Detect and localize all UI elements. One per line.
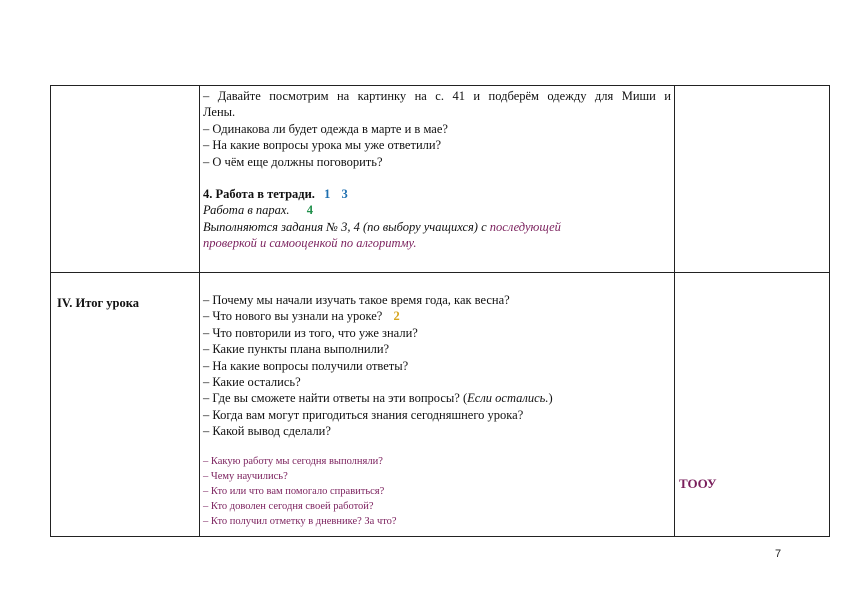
reflection-line: – Кто получил отметку в дневнике? За что? [203,516,397,528]
assignment-text: Выполняются задания № 3, 4 (по выбору учащихся) с [203,219,487,234]
slide-number: 4 [306,203,313,218]
slide-number: 3 [341,187,348,202]
page-number: 7 [775,548,782,560]
slide-number: 1 [324,187,331,202]
question-text: ) [548,391,553,406]
column-divider [199,86,200,536]
assignment-highlight: последующей [489,219,561,234]
reflection-line: – Кто или что вам помогало справиться? [203,486,385,498]
row-divider [51,272,829,273]
question-line [203,308,671,324]
task-title: 4. Работа в тетради. [203,187,315,202]
assignment-line [203,219,671,235]
reflection-line: – Чему научились? [203,470,288,482]
text-line: – О чём еще должны поговорить? [203,154,383,169]
question-line [203,390,671,406]
question-line: – Какие остались? [203,375,301,390]
question-line: – Что повторили из того, что уже знали? [203,325,418,340]
row1-content [203,88,671,252]
pairs-label: Работа в парах. [203,203,290,218]
stage-title: IV. Итог урока [57,296,139,310]
text-line: Лены. [203,105,236,120]
slide-number: 2 [393,309,400,324]
question-text: – Где вы сможете найти ответы на эти вопросы? ( [203,391,468,406]
text-line: – Одинакова ли будет одежда в марте и в мае? [203,121,448,136]
reflection-line: – Какую работу мы сегодня выполняли? [203,455,383,467]
task-heading [203,186,671,202]
reflection-line: – Кто доволен сегодня своей работой? [203,501,374,513]
question-text: – Что нового вы узнали на уроке? [203,309,383,324]
question-line: – Почему мы начали изучать такое время года, как весна? [203,293,510,307]
question-line: – На какие вопросы получили ответы? [203,358,409,373]
question-line: – Какой вывод сделали? [203,424,331,439]
assignment-line [203,235,671,251]
row2-content [203,292,671,530]
text-line: – Давайте посмотрим на картинку на с. 41 и подберём одежду для Миши и [203,89,671,103]
question-line: – Какие пункты плана выполнили? [203,342,390,357]
column-divider [674,86,675,536]
pairs-line [203,202,671,218]
question-italic: Если остались. [467,391,549,406]
question-line: – Когда вам могут пригодиться знания сегодняшнего урока? [203,407,524,422]
method-label: ТООУ [679,476,717,491]
text-line: – На какие вопросы урока мы уже ответили? [203,138,442,153]
assignment-highlight: проверкой и самооценкой по алгоритму. [203,236,417,251]
lesson-table [50,85,830,537]
